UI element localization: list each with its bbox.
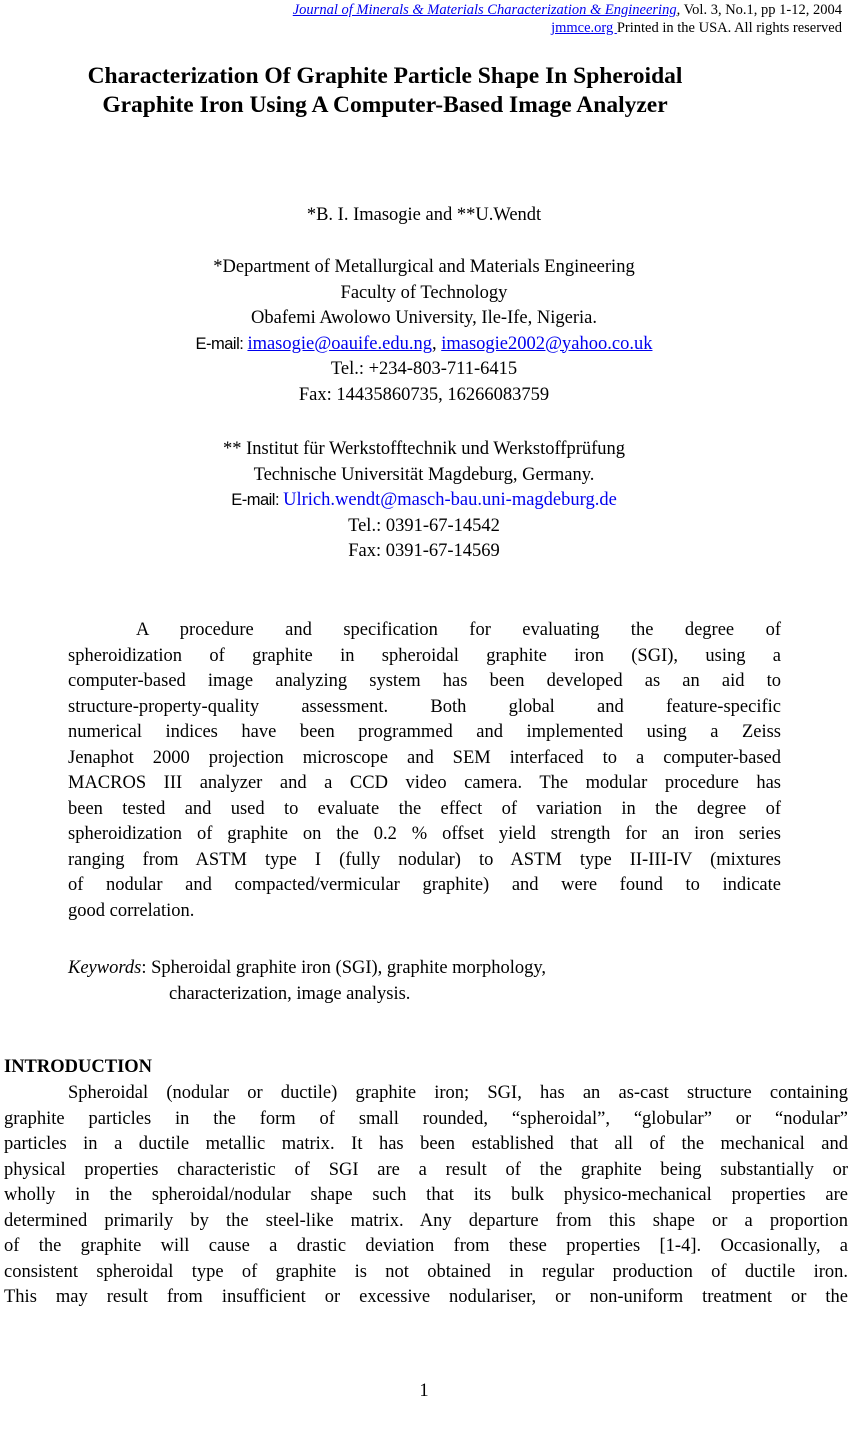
- keywords-text: Spheroidal graphite iron (SGI), graphite morphology,: [151, 958, 547, 978]
- telephone: Tel.: 0391-67-14542: [348, 515, 500, 536]
- journal-link[interactable]: Journal of Minerals & Materials Characterization & Engineering: [292, 2, 677, 18]
- body-line: Spheroidal (nodular or ductile) graphite iron; SGI, has an as-cast structure containing: [68, 1083, 848, 1103]
- institute: ** Institut für Werkstofftechnik und Werkstoffprüfung: [222, 439, 626, 459]
- email-link[interactable]: imasogie@oauife.edu.ng: [247, 333, 432, 354]
- affiliation-2: [0, 437, 848, 565]
- abstract-line: A procedure and specification for evaluating the degree of: [136, 620, 781, 640]
- abstract-line: Jenaphot 2000 projection microscope and SEM interfaced to a computer-based: [68, 747, 781, 768]
- body-line: consistent spheroidal type of graphite is not obtained in regular production of ductile iron.: [4, 1261, 848, 1282]
- site-link[interactable]: jmmce.org: [551, 20, 617, 36]
- email-label: E-mail:: [231, 491, 284, 509]
- abstract-line: spheroidization of graphite on the 0.2 % offset yield strength for an iron series: [68, 824, 781, 844]
- dept: *Department of Metallurgical and Materials Engineering: [213, 257, 635, 277]
- university: Technische Universität Magdeburg, Germany.: [253, 464, 595, 485]
- abstract-line: MACROS III analyzer and a CCD video camera. The modular procedure has: [68, 773, 781, 793]
- abstract-line: ranging from ASTM type I (fully nodular) to ASTM type II-III-IV (mixtures: [68, 849, 781, 870]
- abstract-line: good correlation.: [68, 900, 195, 921]
- university: Obafemi Awolowo University, Ile-Ife, Nigeria.: [251, 308, 597, 328]
- body-line: determined primarily by the steel-like matrix. Any departure from this shape or a proportion: [4, 1210, 848, 1231]
- body-line: This may result from insufficient or excessive nodulariser, or non-uniform treatment or the: [4, 1287, 848, 1307]
- email-link[interactable]: imasogie2002@yahoo.co.uk: [441, 333, 653, 354]
- telephone: Tel.: +234-803-711-6415: [330, 359, 518, 379]
- email-text: Ulrich.wendt@masch-bau.uni-magdeburg.de: [283, 490, 617, 510]
- body-line: wholly in the spheroidal/nodular shape such that its bulk physico-mechanical properties are: [4, 1185, 848, 1205]
- abstract: [68, 618, 781, 924]
- abstract-line: numerical indices have been programmed and implemented using a Zeiss: [68, 722, 781, 742]
- email-line: [0, 488, 848, 514]
- abstract-line: spheroidization of graphite in spheroidal graphite iron (SGI), using a: [68, 645, 781, 666]
- title-line: Graphite Iron Using A Computer-Based Image Analyzer: [102, 92, 668, 118]
- email-label: E-mail:: [195, 334, 248, 353]
- citation: , Vol. 3, No.1, pp 1-12, 2004: [676, 2, 842, 18]
- rights-text: Printed in the USA. All rights reserved: [616, 20, 842, 36]
- abstract-line: of nodular and compacted/vermicular graphite) and were found to indicate: [68, 875, 781, 895]
- fax: Fax: 0391-67-14569: [348, 541, 500, 561]
- page-number: 1: [419, 1381, 429, 1401]
- body-line: particles in a ductile metallic matrix. It has been established that all of the mechanical and: [4, 1134, 848, 1154]
- body-line: of the graphite will cause a drastic deviation from these properties [1-4]. Occasionally, a: [4, 1236, 848, 1256]
- authors: *B. I. Imasogie and **U.Wendt: [306, 205, 542, 225]
- journal-header: [293, 1, 842, 37]
- colon: :: [141, 958, 152, 978]
- paper-title: [0, 62, 770, 120]
- keywords-label: Keywords: [68, 958, 142, 978]
- email-line: [0, 332, 848, 358]
- keywords: [68, 955, 546, 1007]
- faculty: Faculty of Technology: [340, 282, 508, 303]
- introduction-body: [4, 1081, 848, 1311]
- title-line: Characterization Of Graphite Particle Shape In Spheroidal: [87, 63, 683, 89]
- section-heading: INTRODUCTION: [4, 1057, 153, 1077]
- abstract-line: been tested and used to evaluate the effect of variation in the degree of: [68, 798, 781, 819]
- fax: Fax: 14435860735, 16266083759: [298, 384, 550, 405]
- body-line: physical properties characteristic of SGI are a result of the graphite being substantially or: [4, 1159, 848, 1180]
- affiliation-1: [0, 255, 848, 408]
- body-line: graphite particles in the form of small rounded, “spheroidal”, “globular” or “nodular”: [4, 1108, 848, 1129]
- abstract-line: computer-based image analyzing system has been developed as an aid to: [68, 671, 781, 691]
- keywords-text: characterization, image analysis.: [169, 984, 411, 1004]
- abstract-line: structure-property-quality assessment. Both global and feature-specific: [68, 696, 781, 717]
- separator: ,: [431, 333, 442, 354]
